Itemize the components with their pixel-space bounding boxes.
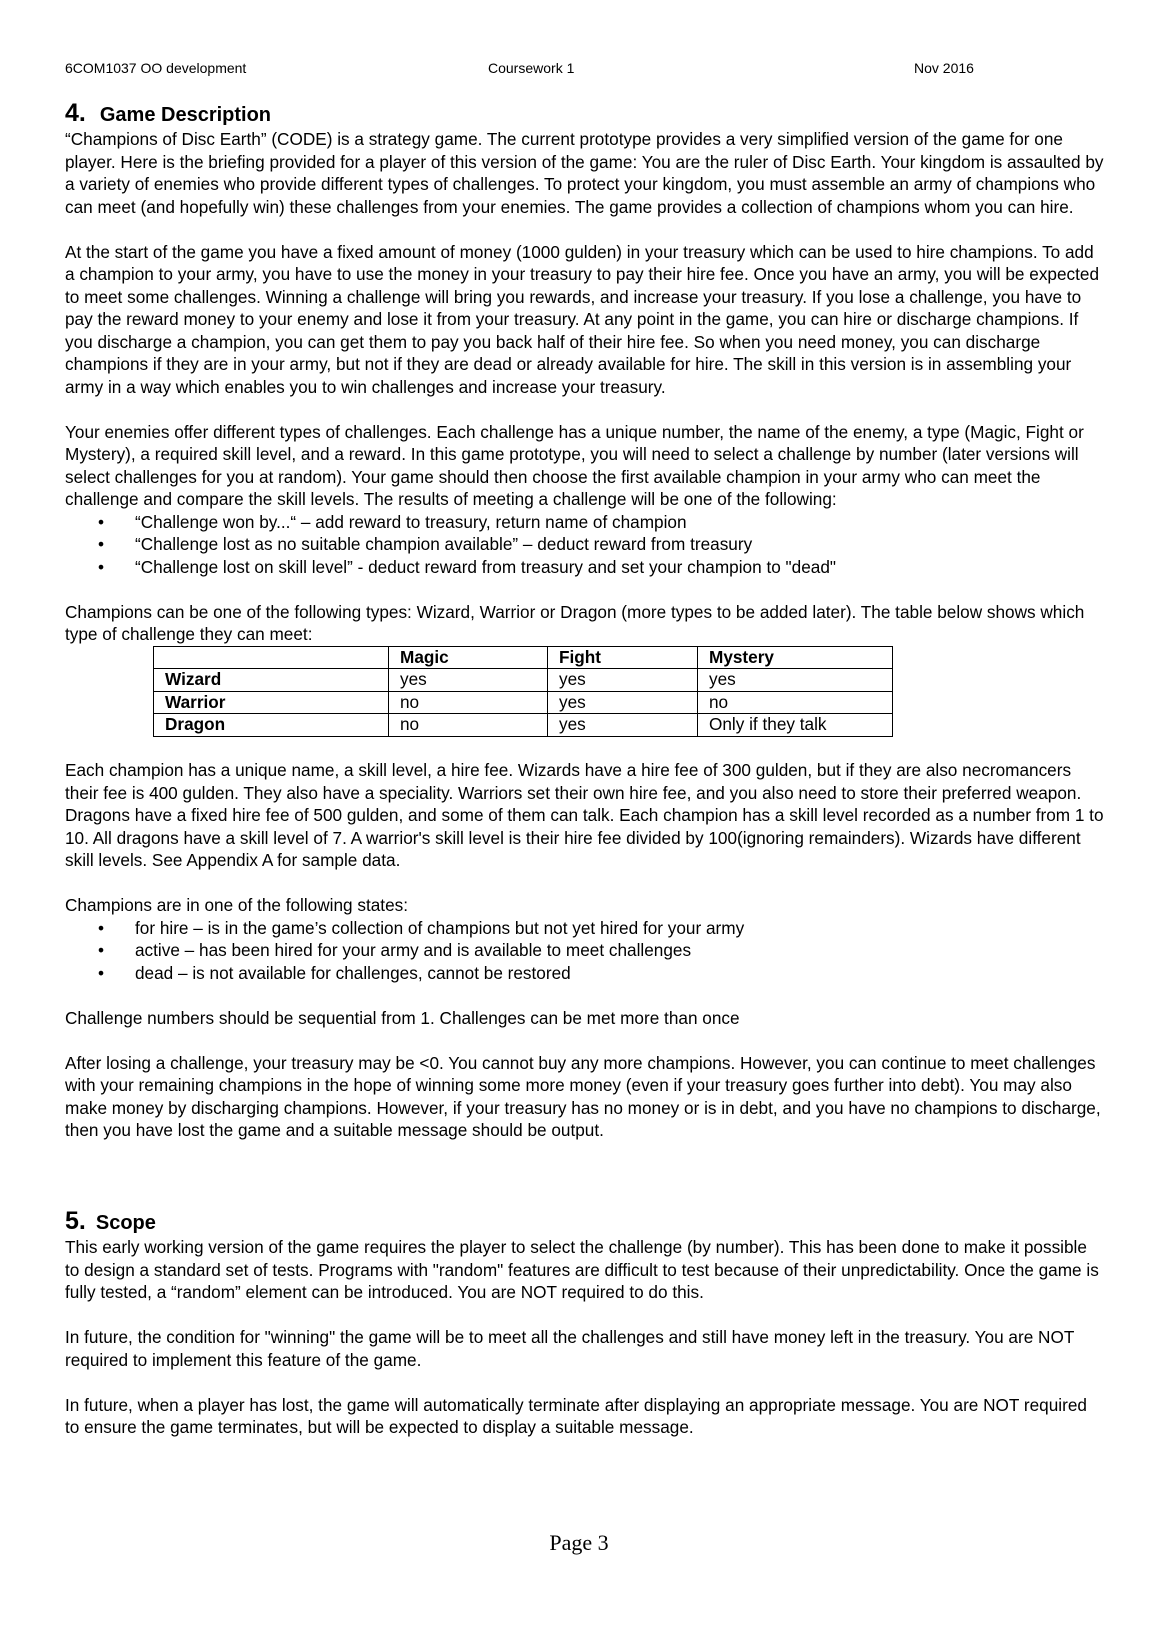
table-cell: yes (389, 669, 548, 692)
list-item: • “Challenge won by...“ – add reward to treasury, return name of champion (98, 511, 687, 532)
table-row (154, 691, 893, 714)
table-row-label: Warrior (154, 691, 389, 714)
challenge-results-list (65, 511, 1105, 579)
bullet-icon: • (98, 962, 105, 983)
section-5-title: Scope (95, 1212, 156, 1234)
table-cell: no (389, 714, 548, 737)
table-row (154, 714, 893, 737)
table-row-label: Dragon (154, 714, 389, 737)
section-4-title: Game Description (99, 104, 272, 126)
table-cell: no (698, 691, 893, 714)
bullet-icon: • (98, 534, 105, 554)
scope-paragraph-3: In future, when a player has lost, the game will automatically terminate after displaying an appropriate message. You are NOT required to ensure the game terminates, but will be expected to display a suitable message. (65, 1394, 1087, 1437)
challenge-numbers-paragraph: Challenge numbers should be sequential from 1. Challenges can be met more than once (65, 1007, 740, 1028)
table-header-cell: Mystery (698, 646, 893, 669)
list-item: • “Challenge lost as no suitable champion available” – deduct reward from treasury (98, 534, 753, 554)
page-header (65, 60, 985, 78)
section-5-number: 5. (65, 1207, 86, 1235)
header-assignment: Coursework 1 (488, 60, 575, 76)
list-item: • for hire – is in the game’s collection of champions but not yet hired for your army (98, 917, 745, 938)
table-row (154, 669, 893, 692)
table-cell: yes (548, 669, 698, 692)
game-description-paragraph-3: Your enemies offer different types of challenges. Each challenge has a unique number, the name of the enemy, a type (Magic, Fight or Mystery), a required skill level, and a reward. In this game prototype, you will need to select a challenge by number (later versions will select challenges for you at random). Your game should then choose the first available champion in your army who can meet the challenge and compare the skill levels. The results of meeting a challenge will be one of the following: (65, 421, 1084, 509)
section-5-heading (65, 1208, 1105, 1236)
table-cell: no (389, 691, 548, 714)
page-number: Page 3 (549, 1530, 609, 1555)
table-header-cell: Fight (548, 646, 698, 669)
table-cell: yes (548, 691, 698, 714)
table-header-row (154, 646, 893, 669)
table-cell: yes (548, 714, 698, 737)
game-description-paragraph-1: “Champions of Disc Earth” (CODE) is a strategy game. The current prototype provides a very simplified version of the game for one player. Here is the briefing provided for a player of this version of the game: You are the ruler of Disc Earth. Your kingdom is assaulted by a variety of enemies who provide different types of challenges. To protect your kingdom, you must assemble an army of champions who can meet (and hopefully win) these challenges from your enemies. The game provides a collection of champions whom you can hire. (65, 129, 1104, 217)
bullet-icon: • (98, 511, 105, 532)
section-4-heading (65, 100, 1105, 128)
table-cell: Only if they talk (698, 714, 893, 737)
list-item: • “Challenge lost on skill level” - deduct reward from treasury and set your champion to "dead" (98, 556, 836, 577)
list-item: • active – has been hired for your army and is available to meet challenges (98, 940, 692, 960)
champion-types-paragraph: Champions can be one of the following types: Wizard, Warrior or Dragon (more types to be added later). The table below shows which type of challenge they can meet: (65, 601, 1085, 644)
section-4-number: 4. (65, 99, 86, 127)
table-cell: yes (698, 669, 893, 692)
scope-paragraph-1: This early working version of the game requires the player to select the challenge (by number). This has been done to make it possible to design a standard set of tests. Programs with "random" features are difficult to test because of their unpredictability. Once the game is fully tested, a “random” element can be introduced. You are NOT required to do this. (65, 1237, 1099, 1302)
header-course: 6COM1037 OO development (65, 60, 247, 76)
champion-attributes-paragraph: Each champion has a unique name, a skill level, a hire fee. Wizards have a hire fee of 300 gulden, but if they are also necromancers their fee is 400 gulden. They also have a speciality. Warriors set their own hire fee, and you also need to store their preferred weapon. Dragons have a fixed hire fee of 500 gulden, and some of them can talk. Each champion has a skill level recorded as a number from 1 to 10. All dragons have a skill level of 7. A warrior's skill level is their hire fee divided by 100(ignoring remainders). Wizards have different skill levels. See Appendix A for sample data. (65, 760, 1104, 870)
champion-states-list (65, 917, 1105, 985)
table-header-cell: Magic (389, 646, 548, 669)
bullet-icon: • (98, 917, 105, 938)
page-content (65, 100, 1105, 1461)
champion-states-intro: Champions are in one of the following states: (65, 895, 408, 915)
scope-paragraph-2: In future, the condition for "winning" the game will be to meet all the challenges and still have money left in the treasury. You are NOT required to implement this feature of the game. (65, 1327, 1075, 1370)
list-item: • dead – is not available for challenges, cannot be restored (98, 962, 571, 983)
losing-challenge-paragraph: After losing a challenge, your treasury may be <0. You cannot buy any more champions. However, you can continue to meet challenges with your remaining champions in the hope of winning some more money (even if your treasury goes further into debt). You may also make money by discharging champions. However, if your treasury has no money or is in debt, and you have no champions to discharge, then you have lost the game and a suitable message should be output. (65, 1052, 1101, 1140)
game-description-paragraph-2: At the start of the game you have a fixed amount of money (1000 gulden) in your treasury which can be used to hire champions. To add a champion to your army, you have to use the money in your treasury to pay their hire fee. Once you have an army, you will be expected to meet some challenges. Winning a challenge will bring you rewards, and increase your treasury. If you lose a challenge, you have to pay the reward money to your enemy and lose it from your treasury. At any point in the game, you can hire or discharge champions. If you discharge a champion, you can get them to pay you back half of their hire fee. So when you need money, you can discharge champions if they are in your army, but not if they are dead or already available for hire. The skill in this version is in assembling your army in a way which enables you to win challenges and increase your treasury. (65, 241, 1100, 397)
champion-challenge-table (153, 646, 893, 737)
table-row-label: Wizard (154, 669, 389, 692)
table-cell (154, 646, 389, 669)
bullet-icon: • (98, 940, 105, 960)
bullet-icon: • (98, 556, 105, 577)
header-date: Nov 2016 (914, 60, 974, 76)
section-spacer (65, 1164, 1105, 1208)
